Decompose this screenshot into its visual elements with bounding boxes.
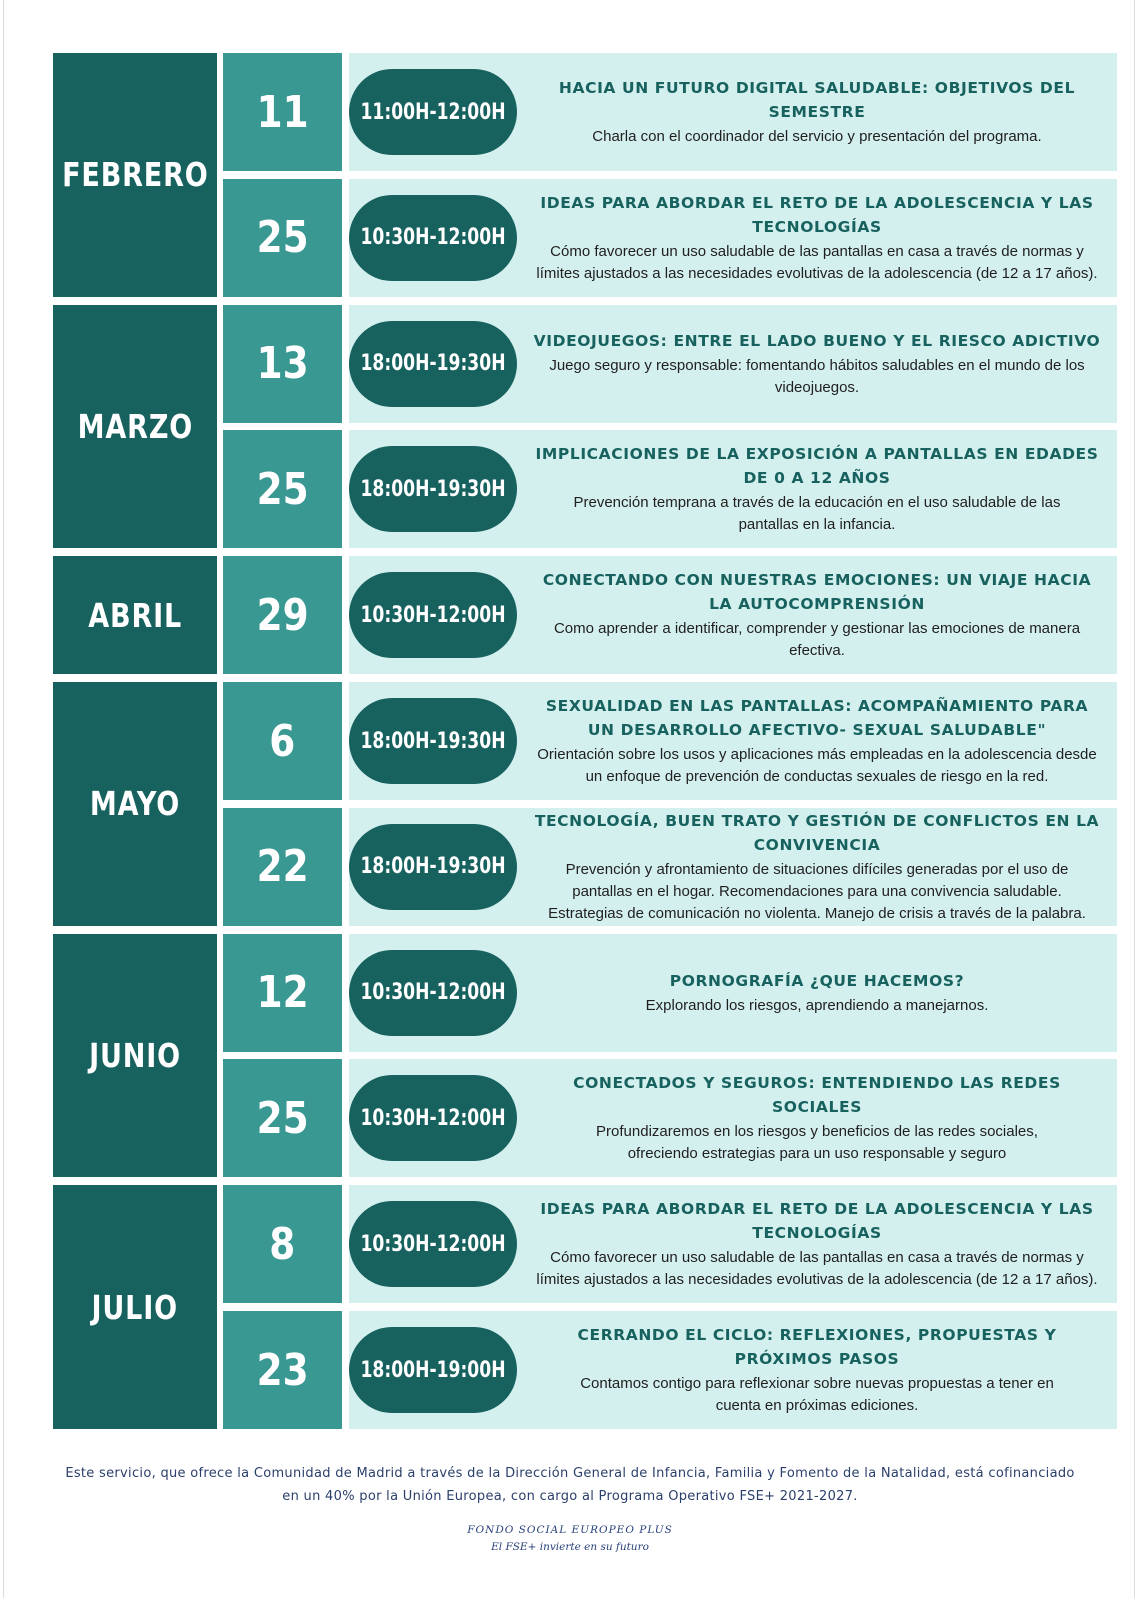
month-label: ABRIL [88, 595, 182, 635]
time-badge [349, 321, 517, 407]
session-description [536, 1247, 1097, 1291]
session-row [53, 179, 1117, 297]
session-details [517, 1185, 1117, 1303]
session-title: PORNOGRAFÍA ¿QUE HACEMOS? [669, 971, 965, 990]
session-description-line: ofreciendo estrategias para un uso responsable y seguro [627, 1145, 1007, 1163]
session-description-line: cuenta en próximas ediciones. [715, 1397, 919, 1414]
session-description-line: Orientación sobre los usos y aplicaciones más empleadas en la adolescencia desde [537, 746, 1097, 763]
session-title: CONECTANDO CON NUESTRAS EMOCIONES: UN VIAJE HACIA LA AUTOCOMPRENSIÓN [542, 571, 1092, 614]
session-description-line: Contamos contigo para reflexionar sobre nuevas propuestas a tener en [580, 1375, 1054, 1392]
session-row [53, 934, 1117, 1052]
session-description [596, 1121, 1038, 1165]
session-description [549, 355, 1084, 399]
time-badge [349, 1075, 517, 1161]
session-card [349, 556, 1117, 674]
session-title: HACIA UN FUTURO DIGITAL SALUDABLE: OBJETIVOS DEL SEMESTRE [558, 79, 1076, 121]
session-card [349, 430, 1117, 548]
session-title: VIDEOJUEGOS: ENTRE EL LADO BUENO Y EL RIESCO ADICTIVO [533, 331, 1101, 350]
session-description-line: Cómo favorecer un uso saludable de las pantallas en casa a través de normas y [550, 1249, 1084, 1267]
session-description-line: límites ajustados a las necesidades evolutivas de la adolescencia (de 12 a 17 años). [536, 264, 1098, 282]
session-row [53, 1185, 1117, 1303]
session-description-line: límites ajustados a las necesidades evolutivas de la adolescencia (de 12 a 17 años). [536, 1271, 1098, 1289]
session-description [574, 492, 1061, 536]
session-description-line: Estrategias de comunicación no violenta. Manejo de crisis a través de la palabra. [548, 904, 1086, 922]
session-day [223, 305, 342, 423]
session-day [223, 1311, 342, 1429]
session-card [349, 305, 1117, 423]
session-day [223, 808, 342, 926]
session-title: IDEAS PARA ABORDAR EL RETO DE LA ADOLESCENCIA Y LAS TECNOLOGÍAS [540, 1200, 1094, 1243]
time-range: 18:00H-19:30H [360, 728, 506, 754]
day-number: 6 [269, 715, 296, 767]
session-description-line: Charla con el coordinador del servicio y presentación del programa. [592, 128, 1042, 145]
session-row [53, 682, 1117, 800]
session-row [53, 1059, 1117, 1177]
funding-note [60, 1462, 1080, 1508]
day-number: 25 [256, 1092, 309, 1144]
fund-name: FONDO SOCIAL EUROPEO PLUS [467, 1524, 673, 1536]
session-card [349, 934, 1117, 1052]
session-details [517, 682, 1117, 800]
session-description-line: pantallas en el hogar. Recomendaciones para una convivencia saludable. [572, 882, 1062, 900]
session-details [517, 808, 1117, 926]
session-card [349, 808, 1117, 926]
session-description-line: Prevención temprana a través de la educación en el uso saludable de las [573, 494, 1061, 512]
session-day [223, 556, 342, 674]
session-description [592, 126, 1041, 148]
session-day [223, 1059, 342, 1177]
session-row [53, 430, 1117, 548]
funding-note-line-1: Este servicio, que ofrece la Comunidad de Madrid a través de la Dirección General de Infancia, Familia y Fomento de la Natalidad, está cofinanciado [65, 1466, 1075, 1481]
session-details [517, 305, 1117, 423]
session-details [517, 179, 1117, 297]
time-range: 18:00H-19:30H [360, 854, 506, 880]
time-range: 18:00H-19:30H [360, 351, 506, 377]
day-number: 11 [256, 86, 309, 138]
day-number: 25 [256, 212, 309, 264]
time-badge [349, 1201, 517, 1287]
session-details [517, 430, 1117, 548]
session-description [548, 859, 1086, 925]
session-details [517, 1059, 1117, 1177]
session-description-line: Prevención y afrontamiento de situaciones difíciles generadas por el uso de [565, 860, 1069, 878]
session-description-line: Profundizaremos en los riesgos y beneficios de las redes sociales, [596, 1123, 1038, 1141]
session-title: SEXUALIDAD EN LAS PANTALLAS: ACOMPAÑAMIENTO PARA UN DESARROLLO AFECTIVO- SEXUAL SALUDABLE" [545, 697, 1089, 739]
time-range: 10:30H-12:00H [360, 225, 506, 251]
session-row [53, 53, 1117, 171]
time-badge [349, 69, 517, 155]
day-number: 23 [256, 1344, 309, 1396]
session-description [536, 241, 1097, 285]
session-day [223, 179, 342, 297]
session-description-line: Como aprender a identificar, comprender y gestionar las emociones de manera [553, 620, 1081, 638]
session-description [646, 995, 989, 1017]
month-label: FEBRERO [61, 155, 209, 195]
time-range: 10:30H-12:00H [360, 602, 506, 628]
session-title: IMPLICACIONES DE LA EXPOSICIÓN A PANTALLAS EN EDADES DE 0 A 12 AÑOS [535, 445, 1099, 488]
session-description [537, 744, 1097, 788]
session-description-line: Juego seguro y responsable: fomentando hábitos saludables en el mundo de los [549, 356, 1085, 374]
session-description [580, 1373, 1054, 1417]
session-details [517, 53, 1117, 171]
session-description-line: videojuegos. [774, 378, 860, 396]
session-card [349, 53, 1117, 171]
session-title: CONECTADOS Y SEGUROS: ENTENDIENDO LAS REDES SOCIALES [573, 1074, 1061, 1117]
time-badge [349, 195, 517, 281]
session-day [223, 430, 342, 548]
time-badge [349, 824, 517, 910]
session-details [517, 556, 1117, 674]
day-number: 13 [256, 338, 309, 390]
time-badge [349, 446, 517, 532]
time-range: 10:30H-12:00H [360, 1105, 506, 1131]
session-description-line: Cómo favorecer un uso saludable de las pantallas en casa a través de normas y [550, 242, 1084, 260]
month-label: JULIO [91, 1287, 179, 1327]
session-description-line: efectiva. [789, 642, 845, 660]
day-number: 22 [256, 841, 309, 893]
day-number: 12 [256, 967, 309, 1019]
session-title: TECNOLOGÍA, BUEN TRATO Y GESTIÓN DE CONFLICTOS EN LA CONVIVENCIA [534, 811, 1100, 854]
time-badge [349, 1327, 517, 1413]
session-card [349, 1185, 1117, 1303]
session-description-line: un enfoque de prevención de conductas sexuales de riesgo en la red. [585, 768, 1049, 785]
day-number: 25 [256, 463, 309, 515]
session-title: IDEAS PARA ABORDAR EL RETO DE LA ADOLESCENCIA Y LAS TECNOLOGÍAS [540, 193, 1094, 236]
time-range: 10:30H-12:00H [360, 1231, 506, 1257]
session-row [53, 808, 1117, 926]
session-row [53, 556, 1117, 674]
session-day [223, 682, 342, 800]
session-details [517, 934, 1117, 1052]
session-description-line: Explorando los riesgos, aprendiendo a manejarnos. [645, 996, 989, 1014]
session-title: CERRANDO EL CICLO: REFLEXIONES, PROPUESTAS Y PRÓXIMOS PASOS [577, 1326, 1057, 1368]
session-description [554, 618, 1080, 662]
month-label: JUNIO [89, 1035, 181, 1075]
time-range: 18:00H-19:00H [360, 1357, 506, 1383]
session-card [349, 682, 1117, 800]
time-range: 18:00H-19:30H [360, 476, 506, 502]
session-card [349, 1311, 1117, 1429]
session-details [517, 1311, 1117, 1429]
session-day [223, 1185, 342, 1303]
day-number: 29 [256, 589, 309, 641]
day-number: 8 [269, 1218, 296, 1270]
month-label: MAYO [89, 784, 181, 824]
time-range: 11:00H-12:00H [360, 99, 506, 125]
time-range: 10:30H-12:00H [360, 980, 506, 1006]
session-day [223, 934, 342, 1052]
session-day [223, 53, 342, 171]
time-badge [349, 950, 517, 1036]
session-row [53, 305, 1117, 423]
time-badge [349, 698, 517, 784]
session-card [349, 1059, 1117, 1177]
funding-note-line-2: en un 40% por la Unión Europea, con cargo al Programa Operativo FSE+ 2021-2027. [282, 1489, 858, 1504]
time-badge [349, 572, 517, 658]
session-row [53, 1311, 1117, 1429]
fund-slogan: El FSE+ invierte en su futuro [491, 1541, 649, 1553]
session-description-line: pantallas en la infancia. [738, 516, 896, 534]
month-label: MARZO [77, 406, 193, 446]
session-card [349, 179, 1117, 297]
